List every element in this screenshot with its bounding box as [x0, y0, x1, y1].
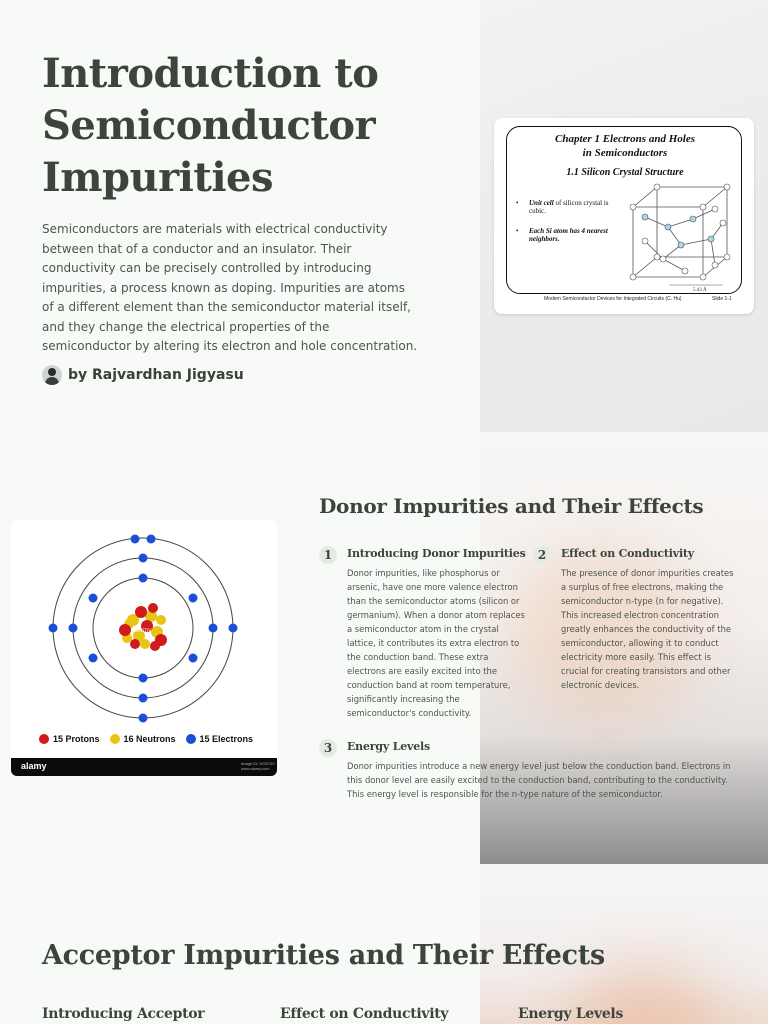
acceptor-col3-title: Energy Levels	[518, 1006, 624, 1022]
legend-neutrons: 16 Neutrons	[110, 734, 176, 744]
acceptor-col2-title: Effect on Conductivity	[280, 1006, 449, 1022]
step-number: 2	[533, 546, 551, 564]
donor-item-title: Energy Levels	[347, 740, 430, 753]
acceptor-section	[0, 864, 768, 1024]
step-number: 3	[319, 739, 337, 757]
electron-dot-icon	[186, 734, 196, 744]
slide-bullet-1: • Unit cell of silicon crystal is cubic.	[517, 199, 617, 215]
phosphorus-atom-image	[11, 520, 277, 776]
donor-item-body: Donor impurities introduce a new energy level just below the conduction band. Electrons in this donor level are easily excited to the conduction band, contributing to the conductivity. This energy level is responsible for the n-type nature of the semiconductor.	[347, 761, 731, 799]
slide-title-line2: in Semiconductors	[582, 147, 668, 159]
acceptor-col1-title: Introducing Acceptor	[42, 1006, 205, 1022]
proton-dot-icon	[39, 734, 49, 744]
hero-section	[0, 0, 768, 432]
donor-item-body: The presence of donor impurities creates a surplus of free electrons, making the semiconductor n-type (n for negative). This increased electron concentration greatly enhances the conductivity of the semiconductor, allowing it to conduct electricity more easily. This effect is crucial for creating transistors and other electronic devices.	[561, 568, 734, 690]
donor-item-title: Introducing Donor Impurities	[347, 547, 526, 560]
alamy-logo: alamy	[21, 761, 47, 771]
acceptor-heading: Acceptor Impurities and Their Effects	[42, 940, 605, 971]
image-watermark: alamy	[133, 627, 152, 634]
author-avatar-icon	[42, 365, 62, 385]
legend-electrons: 15 Electrons	[186, 734, 254, 744]
author-byline[interactable]	[42, 365, 244, 385]
silicon-crystal-slide-image	[494, 118, 754, 314]
atom-legend	[39, 734, 253, 744]
slide-subtitle: 1.1 Silicon Crystal Structure	[566, 167, 684, 178]
donor-heading: Donor Impurities and Their Effects	[319, 494, 704, 518]
legend-protons: 15 Protons	[39, 734, 100, 744]
donor-item-title: Effect on Conductivity	[561, 547, 694, 560]
slide-title-line1: Chapter 1 Electrons and Holes	[555, 133, 695, 145]
step-number: 1	[319, 546, 337, 564]
lattice-dimension-label: 5.43 Å	[693, 288, 707, 293]
author-name: by Rajvardhan Jigyasu	[68, 367, 244, 383]
slide-bullet-2: • Each Si atom has 4 nearest neighbors.	[517, 227, 617, 243]
donor-section	[0, 432, 768, 864]
neutron-dot-icon	[110, 734, 120, 744]
slide-frame	[506, 126, 742, 294]
slide-footer-source: Modern Semiconductor Devices for Integrated Circuits (C. Hu)	[544, 296, 682, 302]
page-title: Introduction to Semiconductor Impurities	[42, 50, 379, 201]
crystal-lattice-diagram	[623, 179, 741, 293]
slide-footer-number: Slide 1-1	[712, 296, 732, 302]
donor-item-body: Donor impurities, like phosphorus or arsenic, have one more valence electron than the semiconductor atoms (silicon or germanium). When a donor atom replaces a semiconductor atom in the crystal lattice, it contributes its extra electron to the conduction band. These extra electrons are easily excited into the conduction band at room temperature, significantly increasing the semiconductor's conductivity.	[347, 568, 525, 718]
stock-image-bar	[11, 758, 277, 776]
intro-paragraph: Semiconductors are materials with electrical conductivity between that of a conductor and an insulator. Their conductivity can be precisely controlled by introducing impurities, a process known as doping. Impurities are atoms of a different element than the semiconductor material itself, and they change the electrical properties of the semiconductor by altering its electron and hole concentration.	[42, 222, 418, 353]
stock-image-meta: Image ID: HCBT6Y www.alamy.com	[241, 761, 276, 771]
bohr-model-diagram	[11, 520, 277, 734]
